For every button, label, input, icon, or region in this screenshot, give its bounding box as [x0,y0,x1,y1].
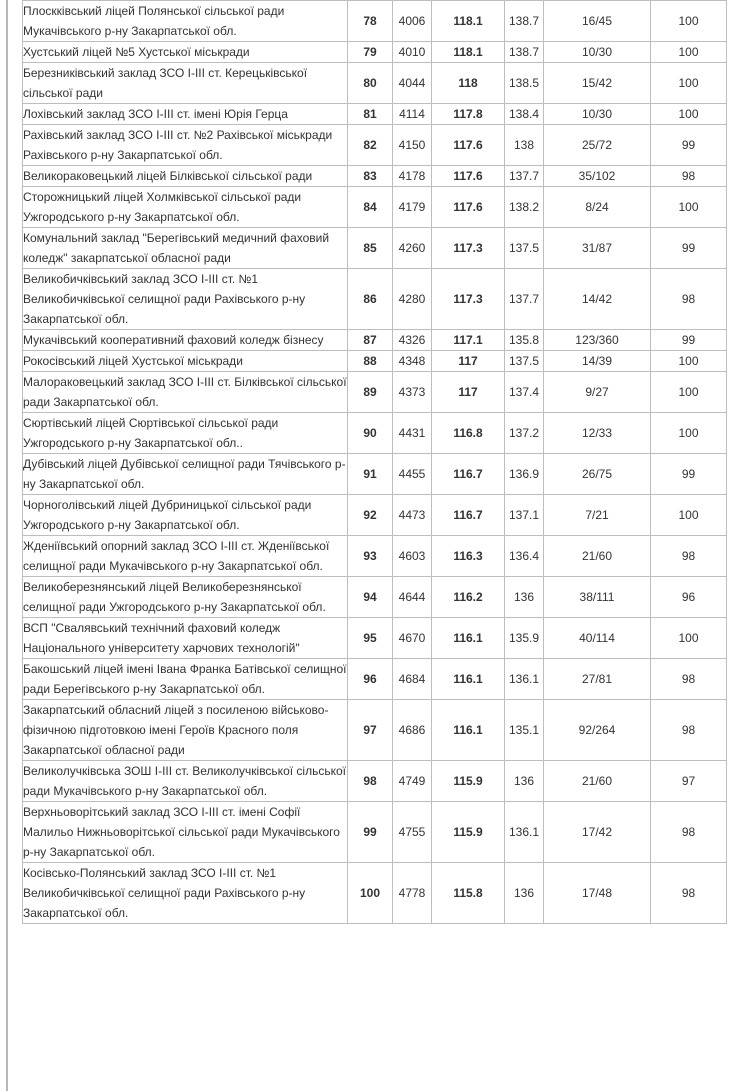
ratio-cell: 14/42 [544,269,651,330]
school-name-cell: Великораковецький ліцей Білківської сільської ради [23,166,348,187]
table-row [23,863,727,924]
ratio-cell: 10/30 [544,104,651,125]
percent-cell: 99 [651,125,727,166]
max-score-cell: 135.1 [505,700,544,761]
rank-cell: 100 [348,863,393,924]
table-row [23,700,727,761]
code-cell: 4150 [393,125,432,166]
percent-cell: 97 [651,761,727,802]
rank-cell: 87 [348,330,393,351]
ratio-cell: 26/75 [544,454,651,495]
ratio-cell: 15/42 [544,63,651,104]
code-cell: 4473 [393,495,432,536]
code-cell: 4686 [393,700,432,761]
school-name-cell: Косівсько-Полянський заклад ЗСО I-III ст. №1 Великобичківської селищної ради Рахівського р-ну Закарпатської обл. [23,863,348,924]
score-cell: 117 [432,351,505,372]
percent-cell: 99 [651,330,727,351]
ratio-cell: 25/72 [544,125,651,166]
table-row [23,269,727,330]
percent-cell: 100 [651,63,727,104]
school-name-cell: Мукачівський кооперативний фаховий коледж бізнесу [23,330,348,351]
score-cell: 117.6 [432,125,505,166]
score-cell: 117.8 [432,104,505,125]
max-score-cell: 137.2 [505,413,544,454]
rank-cell: 79 [348,42,393,63]
school-name-cell: Верхньоворітський заклад ЗСО I-III ст. імені Софії Малильо Нижньоворітської сільської ради Мукачівського р-ну Закарпатської обл. [23,802,348,863]
ratio-cell: 12/33 [544,413,651,454]
school-name-cell: Закарпатський обласний ліцей з посиленою військово-фізичною підготовкою імені Героїв Красного поля Закарпатської обласної ради [23,700,348,761]
ratio-cell: 40/114 [544,618,651,659]
rank-cell: 96 [348,659,393,700]
rank-cell: 93 [348,536,393,577]
rank-cell: 81 [348,104,393,125]
score-cell: 116.7 [432,495,505,536]
table-row [23,104,727,125]
table-row [23,166,727,187]
school-name-cell: Чорноголівський ліцей Дубриницької сільської ради Ужгородського р-ну Закарпатської обл. [23,495,348,536]
rank-cell: 83 [348,166,393,187]
school-name-cell: Жденіївський опорний заклад ЗСО I-III ст. Жденіївської селищної ради Мукачівського р-ну Закарпатської обл. [23,536,348,577]
ratio-cell: 14/39 [544,351,651,372]
table-row [23,495,727,536]
max-score-cell: 138.5 [505,63,544,104]
score-cell: 117.3 [432,228,505,269]
percent-cell: 99 [651,454,727,495]
table-row [23,454,727,495]
percent-cell: 98 [651,700,727,761]
ratio-cell: 27/81 [544,659,651,700]
code-cell: 4006 [393,1,432,42]
percent-cell: 98 [651,863,727,924]
max-score-cell: 136.9 [505,454,544,495]
school-name-cell: Плоскківський ліцей Полянської сільської ради Мукачівського р-ну Закарпатської обл. [23,1,348,42]
code-cell: 4010 [393,42,432,63]
max-score-cell: 136.1 [505,659,544,700]
score-cell: 118.1 [432,42,505,63]
table-row [23,659,727,700]
score-cell: 117.1 [432,330,505,351]
percent-cell: 100 [651,104,727,125]
rank-cell: 90 [348,413,393,454]
rank-cell: 89 [348,372,393,413]
school-name-cell: Комунальний заклад "Берегівський медичний фаховий коледж" закарпатської обласної ради [23,228,348,269]
table-row [23,761,727,802]
table-row [23,372,727,413]
ratio-cell: 17/42 [544,802,651,863]
table-row [23,618,727,659]
percent-cell: 100 [651,372,727,413]
max-score-cell: 136 [505,761,544,802]
max-score-cell: 136 [505,863,544,924]
table-row [23,802,727,863]
table-body [23,1,727,924]
max-score-cell: 135.9 [505,618,544,659]
code-cell: 4670 [393,618,432,659]
school-name-cell: Великолучківська ЗОШ I-III ст. Великолучківської сільської ради Мукачівського р-ну Закарпатської обл. [23,761,348,802]
percent-cell: 100 [651,618,727,659]
percent-cell: 98 [651,802,727,863]
max-score-cell: 137.7 [505,166,544,187]
percent-cell: 98 [651,166,727,187]
code-cell: 4114 [393,104,432,125]
max-score-cell: 138.2 [505,187,544,228]
score-cell: 115.9 [432,802,505,863]
score-cell: 118 [432,63,505,104]
code-cell: 4431 [393,413,432,454]
max-score-cell: 137.7 [505,269,544,330]
percent-cell: 98 [651,536,727,577]
code-cell: 4455 [393,454,432,495]
page-left-border [6,0,8,1091]
school-name-cell: Великобичківський заклад ЗСО I-III ст. №1 Великобичківської селищної ради Рахівського р-ну Закарпатської обл. [23,269,348,330]
school-name-cell: Бакошський ліцей імені Івана Франка Батівської селищної ради Берегівського р-ну Закарпатської обл. [23,659,348,700]
max-score-cell: 138 [505,125,544,166]
ratio-cell: 8/24 [544,187,651,228]
rank-cell: 80 [348,63,393,104]
school-name-cell: Рокосівський ліцей Хустської міськради [23,351,348,372]
score-cell: 115.9 [432,761,505,802]
school-name-cell: Великоберезнянський ліцей Великоберезнянської селищної ради Ужгородського р-ну Закарпатської обл. [23,577,348,618]
rank-cell: 82 [348,125,393,166]
code-cell: 4044 [393,63,432,104]
percent-cell: 98 [651,269,727,330]
max-score-cell: 138.7 [505,42,544,63]
rank-cell: 98 [348,761,393,802]
max-score-cell: 138.4 [505,104,544,125]
score-cell: 116.1 [432,659,505,700]
score-cell: 117.6 [432,166,505,187]
school-name-cell: Малораковецький заклад ЗСО I-III ст. Білківської сільської ради Закарпатської обл. [23,372,348,413]
rank-cell: 88 [348,351,393,372]
school-name-cell: Лохівський заклад ЗСО I-III ст. імені Юрія Герца [23,104,348,125]
table-row [23,351,727,372]
school-name-cell: Рахівський заклад ЗСО I-III ст. №2 Рахівської міськради Рахівського р-ну Закарпатської обл. [23,125,348,166]
table-row [23,577,727,618]
score-cell: 116.7 [432,454,505,495]
score-cell: 117.6 [432,187,505,228]
table-row [23,228,727,269]
code-cell: 4778 [393,863,432,924]
ratio-cell: 17/48 [544,863,651,924]
table-row [23,1,727,42]
school-name-cell: Березниківський заклад ЗСО I-III ст. Керецьківської сільської ради [23,63,348,104]
percent-cell: 100 [651,351,727,372]
table-row [23,42,727,63]
ratio-cell: 7/21 [544,495,651,536]
rank-cell: 85 [348,228,393,269]
table-row [23,536,727,577]
school-ranking-table [22,0,727,924]
max-score-cell: 136.1 [505,802,544,863]
ratio-cell: 10/30 [544,42,651,63]
max-score-cell: 138.7 [505,1,544,42]
max-score-cell: 137.1 [505,495,544,536]
code-cell: 4684 [393,659,432,700]
percent-cell: 100 [651,1,727,42]
score-cell: 116.1 [432,700,505,761]
ratio-cell: 92/264 [544,700,651,761]
max-score-cell: 135.8 [505,330,544,351]
ratio-cell: 21/60 [544,761,651,802]
ratio-cell: 21/60 [544,536,651,577]
score-cell: 116.1 [432,618,505,659]
rank-cell: 86 [348,269,393,330]
score-cell: 118.1 [432,1,505,42]
rank-cell: 97 [348,700,393,761]
max-score-cell: 136.4 [505,536,544,577]
rank-cell: 91 [348,454,393,495]
ratio-cell: 9/27 [544,372,651,413]
table-row [23,63,727,104]
table-row [23,413,727,454]
code-cell: 4178 [393,166,432,187]
code-cell: 4644 [393,577,432,618]
school-name-cell: Сюртівський ліцей Сюртівської сільської ради Ужгородського р-ну Закарпатської обл.. [23,413,348,454]
score-cell: 116.3 [432,536,505,577]
code-cell: 4326 [393,330,432,351]
code-cell: 4749 [393,761,432,802]
score-cell: 117 [432,372,505,413]
rank-cell: 94 [348,577,393,618]
rank-cell: 99 [348,802,393,863]
score-cell: 115.8 [432,863,505,924]
table-row [23,125,727,166]
percent-cell: 100 [651,495,727,536]
ratio-cell: 38/111 [544,577,651,618]
score-cell: 116.8 [432,413,505,454]
code-cell: 4280 [393,269,432,330]
max-score-cell: 136 [505,577,544,618]
table-row [23,330,727,351]
ratio-cell: 31/87 [544,228,651,269]
school-name-cell: Хустський ліцей №5 Хустської міськради [23,42,348,63]
max-score-cell: 137.4 [505,372,544,413]
school-name-cell: ВСП "Свалявський технічний фаховий коледж Національного університету харчових технологій" [23,618,348,659]
percent-cell: 98 [651,659,727,700]
ratio-cell: 35/102 [544,166,651,187]
percent-cell: 96 [651,577,727,618]
code-cell: 4603 [393,536,432,577]
ratio-cell: 123/360 [544,330,651,351]
rank-cell: 84 [348,187,393,228]
score-cell: 116.2 [432,577,505,618]
table-row [23,187,727,228]
code-cell: 4179 [393,187,432,228]
ratio-cell: 16/45 [544,1,651,42]
percent-cell: 100 [651,413,727,454]
code-cell: 4348 [393,351,432,372]
max-score-cell: 137.5 [505,351,544,372]
rank-cell: 92 [348,495,393,536]
percent-cell: 100 [651,187,727,228]
code-cell: 4373 [393,372,432,413]
rank-cell: 95 [348,618,393,659]
score-cell: 117.3 [432,269,505,330]
school-name-cell: Сторожницький ліцей Холмківської сільської ради Ужгородського р-ну Закарпатської обл. [23,187,348,228]
rank-cell: 78 [348,1,393,42]
percent-cell: 100 [651,42,727,63]
code-cell: 4260 [393,228,432,269]
percent-cell: 99 [651,228,727,269]
max-score-cell: 137.5 [505,228,544,269]
code-cell: 4755 [393,802,432,863]
school-name-cell: Дубівський ліцей Дубівської селищної ради Тячівського р-ну Закарпатської обл. [23,454,348,495]
